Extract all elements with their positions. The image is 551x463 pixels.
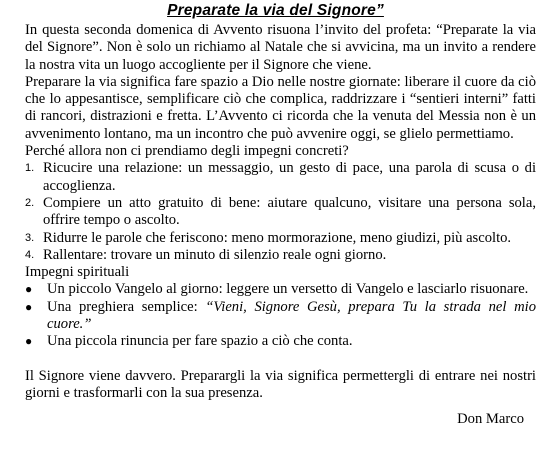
closing-paragraph: Il Signore viene davvero. Preparargli la via significa permettergli di entrare nei nostri giorni e trasformarli con la sua presenza. [25, 367, 536, 402]
prayer-lead: Una preghiera semplice: [47, 298, 206, 315]
meaning-paragraph: Preparare la via significa fare spazio a Dio nelle nostre giornate: liberare il cuore da ciò che lo appesantisce, semplificare ciò che complica, raddrizzare i “sentieri interni” fatti di rancori, distrazioni e fretta. L’Avvento ci ricorda che la venuta del Messia non è un avvenimento lontano, ma un incontro che può avvenire oggi, se glielo permettiamo. [25, 73, 536, 142]
spiritual-item-3 [25, 333, 536, 350]
item-text: Un piccolo Vangelo al giorno: leggere un versetto di Vangelo e lasciarlo risuonare. [47, 281, 529, 298]
item-text: Compiere un atto gratuito di bene: aiutare qualcuno, visitare una persona sola, offrire tempo o ascolto. [43, 194, 536, 229]
item-text: Ricucire una relazione: un messaggio, un gesto di pace, una parola di scusa o di accoglienza. [43, 160, 536, 194]
prayer-quote: “Vieni, Signore Gesù, prepara Tu la strada nel mio cuore.” [47, 298, 536, 333]
item-number: 4. [25, 248, 35, 261]
item-text: Rallentare: trovare un minuto di silenzio reale ogni giorno. [43, 246, 387, 263]
bullet-icon: ● [25, 282, 33, 297]
commitment-item-1 [25, 160, 536, 195]
commitment-item-3 [25, 230, 536, 247]
bullet-icon: ● [25, 299, 33, 314]
article-body [25, 22, 536, 403]
commitment-item-2 [25, 195, 536, 230]
item-text [47, 299, 536, 334]
spacer [25, 351, 536, 368]
spiritual-heading: Impegni spirituali [25, 264, 130, 281]
signature: Don Marco [457, 411, 524, 427]
item-text: Ridurre le parole che feriscono: meno mormorazione, meno giudizi, più ascolto. [43, 229, 512, 246]
intro-paragraph: In questa seconda domenica di Avvento risuona l’invito del profeta: “Preparate la via del Signore”. Non è solo un richiamo al Natale che si avvicina, ma un invito a rendere la nostra vita un luogo accogliente per il Signore che viene. [25, 22, 536, 73]
item-number: 1. [25, 162, 35, 175]
item-number: 3. [25, 231, 35, 244]
bullet-icon: ● [25, 334, 33, 349]
item-number: 2. [25, 196, 35, 209]
page-title: Preparate la via del Signore” [167, 2, 384, 19]
spiritual-item-2 [25, 299, 536, 334]
commitment-item-4 [25, 247, 536, 264]
question-line: Perché allora non ci prendiamo degli impegni concreti? [25, 143, 349, 160]
spiritual-item-1 [25, 281, 536, 298]
item-text: Una piccola rinuncia per fare spazio a ciò che conta. [47, 333, 353, 350]
